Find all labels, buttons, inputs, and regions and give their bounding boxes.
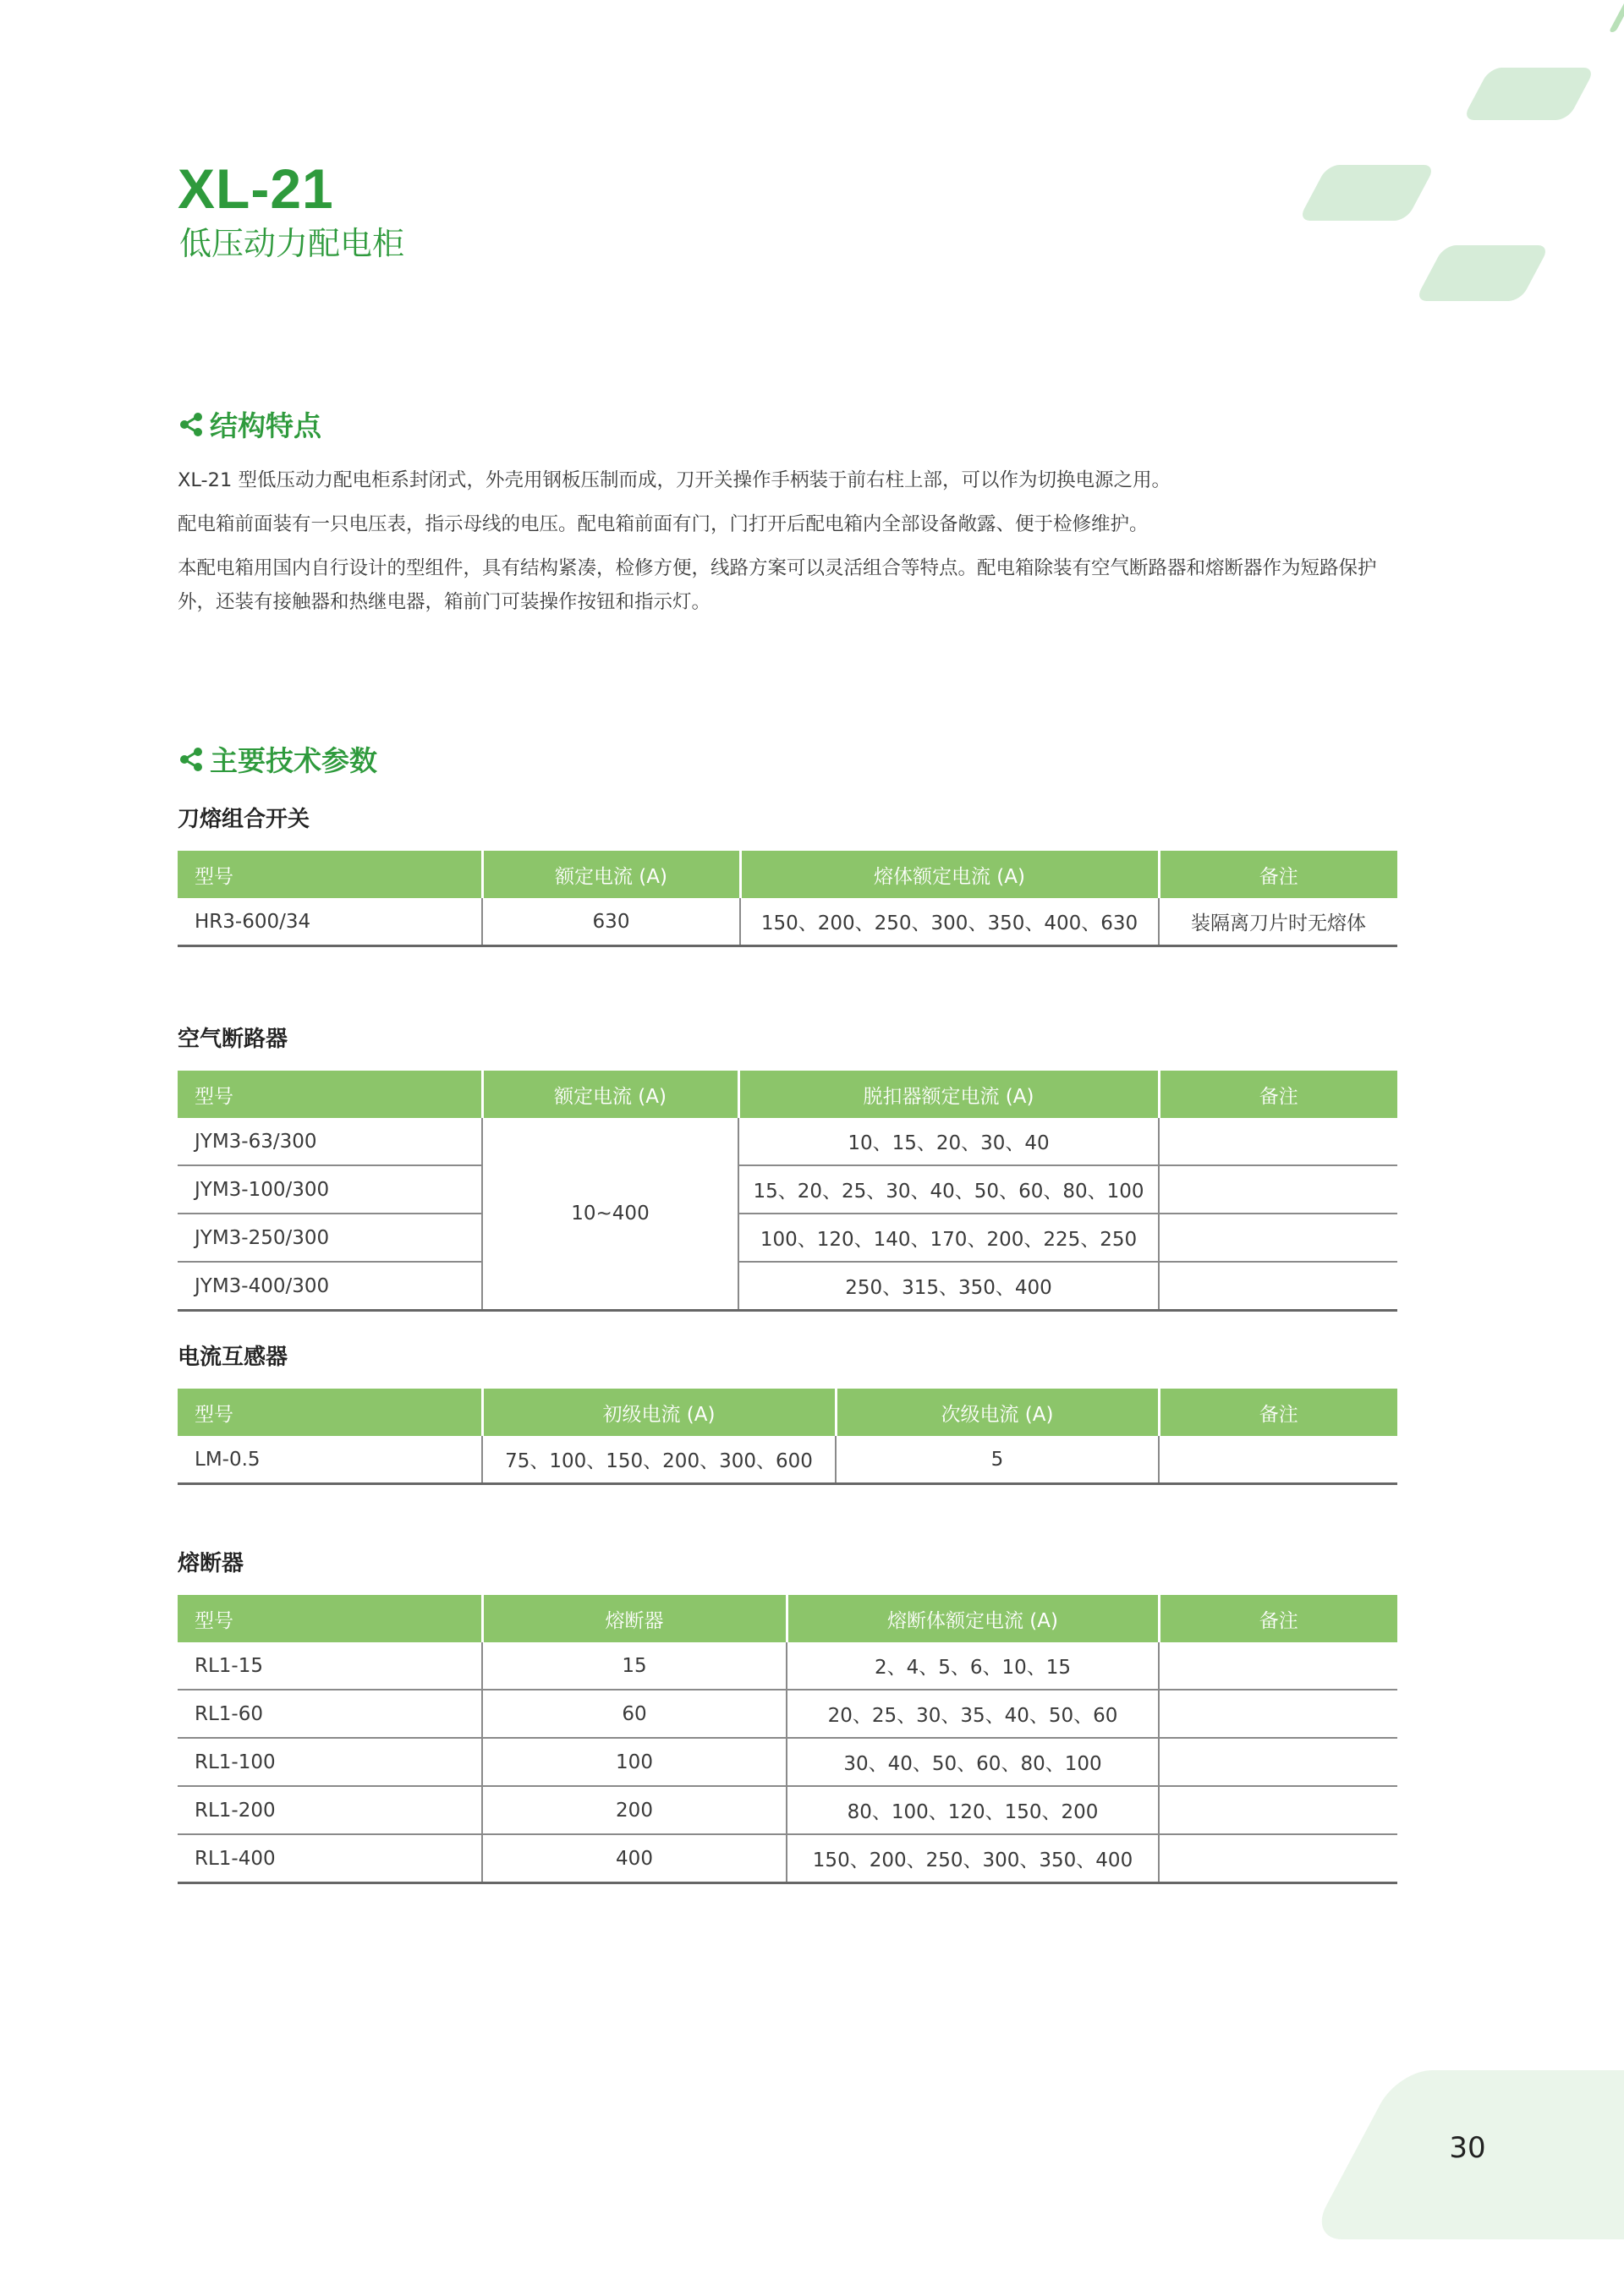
table-cell: HR3-600/34 xyxy=(178,898,482,946)
table-row xyxy=(178,898,1397,946)
table-title-air-breaker: 空气断路器 xyxy=(178,1027,288,1052)
table-row xyxy=(178,1690,1397,1738)
table-cell: 30、40、50、60、80、100 xyxy=(787,1738,1159,1786)
column-header: 熔体额定电流 (A) xyxy=(740,851,1159,898)
decor-shape-top-right xyxy=(1462,68,1596,120)
current-transformer-table xyxy=(178,1389,1397,1485)
table-row xyxy=(178,1165,1397,1214)
table-cell: LM-0.5 xyxy=(178,1436,482,1484)
product-name: 低压动力配电柜 xyxy=(179,225,405,262)
column-header: 备注 xyxy=(1159,1595,1397,1642)
table-row xyxy=(178,1436,1397,1484)
table-row xyxy=(178,1214,1397,1262)
column-header: 次级电流 (A) xyxy=(836,1389,1159,1436)
table-title-fuse: 熔断器 xyxy=(178,1551,244,1576)
table-cell: 80、100、120、150、200 xyxy=(787,1786,1159,1834)
table-cell: RL1-100 xyxy=(178,1738,482,1786)
table-cell: JYM3-400/300 xyxy=(178,1262,482,1311)
table-row xyxy=(178,1738,1397,1786)
table-cell: 100、120、140、170、200、225、250 xyxy=(738,1214,1159,1262)
table-title-current-transformer: 电流互感器 xyxy=(178,1345,288,1370)
table-cell xyxy=(1159,1738,1397,1786)
table-cell: 装隔离刀片时无熔体 xyxy=(1159,898,1397,946)
section-heading-label: 主要技术参数 xyxy=(210,744,377,777)
table-cell: 60 xyxy=(482,1690,787,1738)
page-number: 30 xyxy=(1449,2131,1486,2165)
table-cell xyxy=(1159,1118,1397,1165)
column-header: 型号 xyxy=(178,1389,482,1436)
table-row xyxy=(178,1786,1397,1834)
table-cell: 200 xyxy=(482,1786,787,1834)
table-cell: RL1-200 xyxy=(178,1786,482,1834)
column-header: 备注 xyxy=(1159,1389,1397,1436)
table-cell: 15 xyxy=(482,1642,787,1690)
table-title-knife-fuse: 刀熔组合开关 xyxy=(178,807,310,832)
column-header: 型号 xyxy=(178,851,482,898)
table-cell: 100 xyxy=(482,1738,787,1786)
table-cell: JYM3-63/300 xyxy=(178,1118,482,1165)
table-cell: RL1-400 xyxy=(178,1834,482,1883)
table-cell: 250、315、350、400 xyxy=(738,1262,1159,1311)
section-heading-params xyxy=(178,739,377,779)
table-cell xyxy=(1159,1786,1397,1834)
table-cell xyxy=(1159,1214,1397,1262)
column-header: 备注 xyxy=(1159,1071,1397,1118)
knife-fuse-table xyxy=(178,851,1397,947)
share-icon xyxy=(178,411,205,438)
table-cell: 20、25、30、35、40、50、60 xyxy=(787,1690,1159,1738)
table-row xyxy=(178,1642,1397,1690)
table-cell: 15、20、25、30、40、50、60、80、100 xyxy=(738,1165,1159,1214)
table-row xyxy=(178,1834,1397,1883)
column-header: 熔断器 xyxy=(482,1595,787,1642)
column-header: 备注 xyxy=(1159,851,1397,898)
air-breaker-table xyxy=(178,1071,1397,1312)
table-cell: JYM3-100/300 xyxy=(178,1165,482,1214)
table-cell-merged: 10~400 xyxy=(482,1118,738,1311)
table-row xyxy=(178,1118,1397,1165)
decor-shape-middle-right xyxy=(1414,245,1550,301)
table-cell xyxy=(1159,1165,1397,1214)
column-header: 型号 xyxy=(178,1071,482,1118)
column-header: 额定电流 (A) xyxy=(482,851,740,898)
table-cell: RL1-15 xyxy=(178,1642,482,1690)
share-icon xyxy=(178,746,205,773)
table-cell: 400 xyxy=(482,1834,787,1883)
section-heading-features xyxy=(178,404,321,444)
fuse-table xyxy=(178,1595,1397,1884)
table-cell: 75、100、150、200、300、600 xyxy=(482,1436,836,1484)
table-cell: RL1-60 xyxy=(178,1690,482,1738)
table-cell: 5 xyxy=(836,1436,1159,1484)
table-cell xyxy=(1159,1834,1397,1883)
decor-shape-middle-left xyxy=(1298,165,1435,221)
product-code: XL-21 xyxy=(178,157,334,220)
table-cell: 150、200、250、300、350、400 xyxy=(787,1834,1159,1883)
table-row xyxy=(178,1262,1397,1311)
table-cell: 150、200、250、300、350、400、630 xyxy=(740,898,1159,946)
feature-paragraph: 配电箱前面装有一只电压表，指示母线的电压。配电箱前面有门，门打开后配电箱内全部设备敞露、便于检修维护。 xyxy=(178,513,1149,535)
feature-paragraph: 本配电箱用国内自行设计的型组件，具有结构紧凑，检修方便，线路方案可以灵活组合等特点。配电箱除装有空气断路器和熔断器作为短路保护外，还装有接触器和热继电器，箱前门可装操作按钮和指示灯。 xyxy=(178,557,1377,613)
table-cell: 630 xyxy=(482,898,740,946)
column-header: 初级电流 (A) xyxy=(482,1389,836,1436)
table-cell xyxy=(1159,1642,1397,1690)
feature-paragraph: XL-21 型低压动力配电柜系封闭式，外壳用钢板压制而成，刀开关操作手柄装于前右柱上部，可以作为切换电源之用。 xyxy=(178,469,1171,491)
table-cell: 10、15、20、30、40 xyxy=(738,1118,1159,1165)
table-cell: JYM3-250/300 xyxy=(178,1214,482,1262)
column-header: 额定电流 (A) xyxy=(482,1071,738,1118)
decor-shape-edge xyxy=(1609,0,1624,32)
section-heading-label: 结构特点 xyxy=(210,409,321,442)
column-header: 熔断体额定电流 (A) xyxy=(787,1595,1159,1642)
table-cell xyxy=(1159,1436,1397,1484)
table-cell xyxy=(1159,1262,1397,1311)
table-cell xyxy=(1159,1690,1397,1738)
table-cell: 2、4、5、6、10、15 xyxy=(787,1642,1159,1690)
column-header: 型号 xyxy=(178,1595,482,1642)
column-header: 脱扣器额定电流 (A) xyxy=(738,1071,1159,1118)
